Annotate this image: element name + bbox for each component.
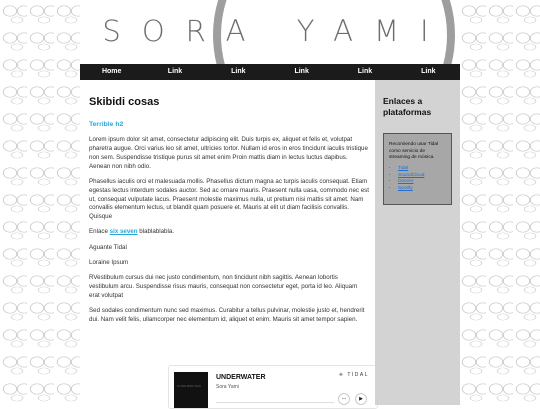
platforms-description: Recomiendo usar Tidal como servicio de streaming de música. [389, 141, 439, 161]
platform-link-soundcloud[interactable]: SoundCloud [398, 172, 425, 178]
site-brand-title: SORA YAMI [102, 14, 450, 48]
paragraph-4: Sed sodales condimentum nunc sed maximus. Curabitur a tellus pulvinar, molestie justo et, hendrerit dui. Nam velit felis, ullamcorper nec elementum id, aliquet et enim. Mauris sit amet tempor sapien. [89, 307, 365, 323]
tidal-embed-player[interactable] [168, 365, 378, 409]
nav-link-5[interactable]: Link [421, 68, 436, 75]
section-subtitle: Terrible h2 [89, 120, 124, 128]
tidal-logo-icon: ⁜ [338, 372, 348, 378]
platform-item [398, 166, 447, 173]
enlace-paragraph [89, 228, 369, 237]
tidal-logo-text: TIDAL [347, 372, 369, 378]
six-seven-link[interactable]: six seven [109, 228, 138, 236]
paragraph-2: Phasellus iaculis orci et malesuada mollis. Phasellus dictum magna ac turpis iaculis consequat. Etiam egestas lectus interdum sodales auctor. Sed ac ornare mauris. Praesent nulla uasa, commodo nec est ut, consequat vulputate lacus. Praesent molestie maximus nulla, ut pretium nisi mattis sit amet. Nam convallis elementum lectus, ut blandit quam posuere et. Mauris at elit ut diam facilisis convallis. Quisque [89, 177, 369, 221]
main-content [80, 80, 375, 405]
nav-link-3[interactable]: Link [294, 68, 309, 75]
page-title: Skibidi cosas [89, 96, 160, 108]
loraine-paragraph: Loraine Ipsum [89, 259, 129, 267]
nav-home[interactable]: Home [101, 68, 122, 75]
main-navbar [80, 64, 460, 80]
platform-link-spotify[interactable]: Spotify [398, 186, 413, 192]
platforms-box [383, 133, 452, 205]
platform-item [398, 186, 447, 193]
nav-link-4[interactable]: Link [357, 68, 373, 75]
nav-link-1[interactable]: Link [167, 68, 183, 75]
platform-link-deezer[interactable]: Deezer [398, 179, 414, 185]
play-button[interactable]: ▶ [355, 393, 367, 405]
tidal-paragraph: Aguante Tidal [89, 243, 127, 251]
paragraph-1: Lorem ipsum dolor sit amet, consectetur adipiscing elit. Duis turpis ex, aliquet et felis et, volutpat pharetra augue. Orci varius leo sit amet, ultricies tortor. Nullam id eros in eros tincidunt iaculis tristique non sem. Suspendisse tristique purus sit amet enim Proin mattis diam in lectus luctus dapibus. Aenean non nibh odio. [89, 136, 368, 170]
album-cover [174, 372, 208, 408]
platform-link-tidal[interactable]: Tidal [398, 166, 409, 172]
sidebar-title: Enlaces a plataformas [383, 96, 432, 118]
paragraph-3: RVestibulum cursus dui nec justo condimentum, non tincidunt nibh sagittis. Aenean lobortis vestibulum arcu. Suspendisse risus mauris, consequat non consectetur eget, porta id leo. Aliquam erat volutpat [89, 274, 358, 299]
track-artist: Sora Yami [216, 384, 239, 390]
more-options-button[interactable]: ... [338, 393, 350, 405]
sidebar [375, 80, 460, 405]
nav-link-2[interactable]: Link [231, 68, 246, 75]
tidal-logo [339, 372, 369, 378]
enlace-suffix: blablablabla. [139, 228, 175, 236]
platforms-list [389, 166, 447, 193]
site-header [80, 0, 460, 64]
progress-track[interactable] [216, 402, 334, 403]
track-title: UNDERWATER [216, 374, 266, 381]
album-cover-caption: UNDERWATER [177, 384, 202, 388]
enlace-prefix: Enlace [89, 228, 108, 236]
